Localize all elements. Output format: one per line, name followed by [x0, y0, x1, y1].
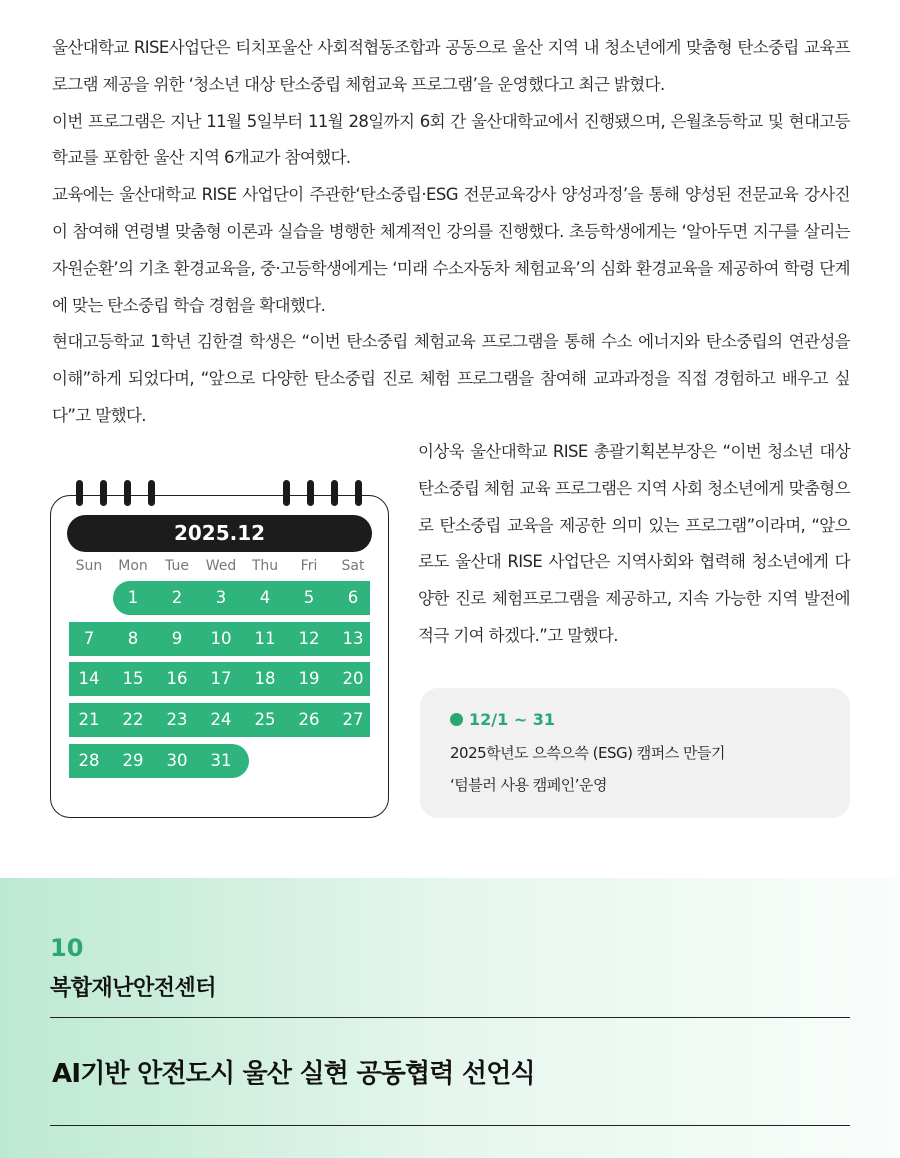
calendar-day: 21	[78, 710, 100, 729]
section-number: 10	[50, 934, 84, 962]
calendar	[50, 495, 389, 818]
article-paragraph: 울산대학교 RISE사업단은 티치포울산 사회적협동조합과 공동으로 울산 지역 내 청소년에게 맞춤형 탄소중립 교육프로그램 제공을 위한 ‘청소년 대상 탄소중립 체험교육 프로그램’을 운영했다고 최근 밝혔다.	[52, 38, 850, 94]
quote-paragraph: 이상욱 울산대학교 RISE 총괄기획본부장은 “이번 청소년 대상 탄소중립 체험 교육 프로그램은 지역 사회 청소년에게 맞춤형으로 탄소중립 교육을 제공한 의미 있는 프로그램”이라며, “앞으로도 울산대 RISE 사업단은 지역사회와 협력해 청소년에게 다양한 진로 체험프로그램을 제공하고, 지속 가능한 지역 발전에 적극 기여 하겠다.”고 말했다.	[418, 442, 850, 645]
section-headline: AI기반 안전도시 울산 실현 공동협력 선언식	[52, 1059, 535, 1089]
event-date	[450, 710, 555, 729]
section-name: 복합재난안전센터	[50, 976, 217, 1001]
calendar-ring-icon	[148, 480, 155, 506]
calendar-ring-icon	[124, 480, 131, 506]
calendar-day: 4	[259, 588, 271, 607]
calendar-day: 10	[210, 629, 232, 648]
calendar-day: 14	[78, 669, 100, 688]
calendar-day: 11	[254, 629, 276, 648]
calendar-day: 12	[298, 629, 320, 648]
calendar-day: 24	[210, 710, 232, 729]
weekday-label: Mon	[118, 558, 148, 574]
weekday-label: Thu	[251, 558, 279, 574]
next-section-header	[0, 878, 900, 1158]
calendar-day: 20	[342, 669, 364, 688]
calendar-day: 31	[210, 751, 232, 770]
calendar-day: 16	[166, 669, 188, 688]
calendar-day: 9	[171, 629, 183, 648]
calendar-day: 28	[78, 751, 100, 770]
calendar-day: 3	[215, 588, 227, 607]
calendar-day: 18	[254, 669, 276, 688]
calendar-ring-icon	[100, 480, 107, 506]
calendar-day: 2	[171, 588, 183, 607]
weekday-label: Sat	[341, 558, 365, 574]
calendar-day: 22	[122, 710, 144, 729]
event-date-text: 12/1 ~ 31	[469, 710, 556, 729]
calendar-day: 29	[122, 751, 144, 770]
calendar-day: 7	[83, 629, 95, 648]
calendar-day: 27	[342, 710, 364, 729]
calendar-day: 1	[127, 588, 139, 607]
calendar-day: 13	[342, 629, 364, 648]
calendar-day: 30	[166, 751, 188, 770]
calendar-day: 8	[127, 629, 139, 648]
event-description: ‘텀블러 사용 캠페인’운영	[450, 776, 607, 794]
calendar-day: 17	[210, 669, 232, 688]
bullet-dot-icon	[450, 713, 463, 726]
weekday-label: Fri	[300, 558, 318, 574]
section-divider	[50, 1017, 850, 1018]
calendar-day: 26	[298, 710, 320, 729]
calendar-ring-icon	[283, 480, 290, 506]
event-description: 2025학년도 으쓱으쓱 (ESG) 캠퍼스 만들기	[450, 744, 725, 762]
calendar-day: 6	[347, 588, 359, 607]
article-body	[52, 30, 850, 435]
calendar-day: 25	[254, 710, 276, 729]
calendar-ring-icon	[355, 480, 362, 506]
calendar-day: 23	[166, 710, 188, 729]
calendar-day: 5	[303, 588, 315, 607]
event-card	[420, 688, 850, 818]
weekday-label: Sun	[75, 558, 103, 574]
article-paragraph: 현대고등학교 1학년 김한결 학생은 “이번 탄소중립 체험교육 프로그램을 통해 수소 에너지와 탄소중립의 연관성을 이해”하게 되었다며, “앞으로 다양한 탄소중립 진로 체험 프로그램을 참여해 교과과정을 직접 경험하고 배우고 싶다”고 말했다.	[52, 332, 850, 425]
article-paragraph: 교육에는 울산대학교 RISE 사업단이 주관한‘탄소중립·ESG 전문교육강사 양성과정’을 통해 양성된 전문교육 강사진이 참여해 연령별 맞춤형 이론과 실습을 병행한 체계적인 강의를 진행했다. 초등학생에게는 ‘알아두면 지구를 살리는 자원순환’의 기초 환경교육을, 중·고등학생에게는 ‘미래 수소자동차 체험교육’의 심화 환경교육을 제공하여 학령 단계에 맞는 탄소중립 학습 경험을 확대했다.	[52, 185, 850, 315]
weekday-label: Tue	[165, 558, 189, 574]
section-divider	[50, 1125, 850, 1126]
calendar-day: 15	[122, 669, 144, 688]
calendar-day: 19	[298, 669, 320, 688]
calendar-month-label: 2025.12	[67, 515, 372, 552]
calendar-ring-icon	[307, 480, 314, 506]
weekday-label: Wed	[205, 558, 237, 574]
article-paragraph: 이번 프로그램은 지난 11월 5일부터 11월 28일까지 6회 간 울산대학교에서 진행됐으며, 은월초등학교 및 현대고등학교를 포함한 울산 지역 6개교가 참여했다.	[52, 111, 850, 168]
calendar-ring-icon	[331, 480, 338, 506]
calendar-ring-icon	[76, 480, 83, 506]
